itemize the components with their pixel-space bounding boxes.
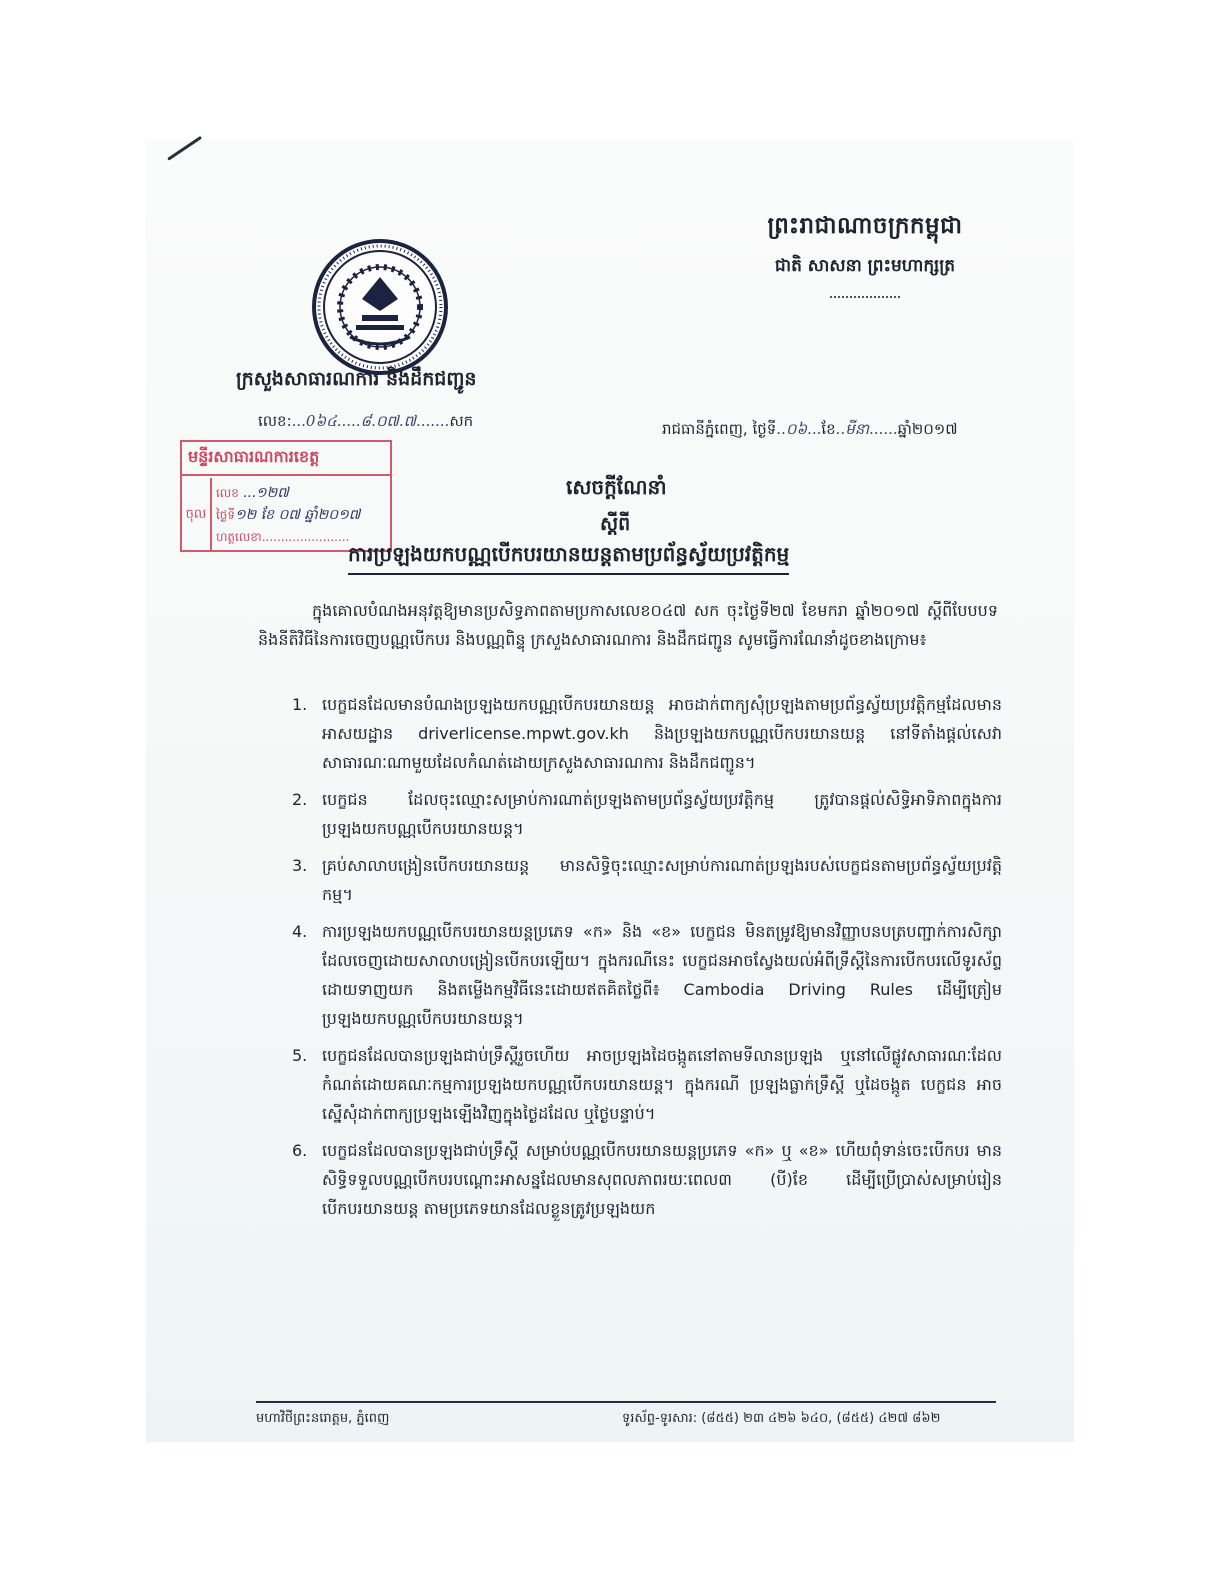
day-handwritten: ..០៦... bbox=[776, 420, 822, 438]
item-text: គ្រប់សាលាបង្រៀនបើកបរយានយន្ត មានសិទ្ធិចុះឈ្មោះសម្រាប់ការណាត់ប្រឡងរបស់បេក្ខជនតាមប្រព័ន្ធស្វ័យប្រវត្តិកម្ម។ bbox=[322, 856, 1002, 904]
intro-paragraph: ក្នុងគោលបំណងអនុវត្តឱ្យមានប្រសិទ្ធភាពតាមប្រកាសលេខ០៤៧ សក ចុះថ្ងៃទី២៧ ខែមករា ឆ្នាំ២០១៧ ស្តីពីបែបបទ និងនីតិវិធីនៃការចេញបណ្ណបើកបរ និងបណ្ណពិន្ទុ ក្រសួងសាធារណការ និងដឹកជញ្ជូន សូមធ្វើការណែនាំដូចខាងក្រោម៖ bbox=[258, 601, 998, 649]
item-text: បេក្ខជនដែលបានប្រឡងជាប់ទ្រឹស្តី សម្រាប់បណ្ណបើកបរយានយន្តប្រភេទ «ក» ឬ «ខ» ហើយពុំទាន់ចេះបើកបរ មានសិទ្ធិទទួលបណ្ណបើកបរបណ្តោះអាសន្នដែលមានសុពលភាពរយៈពេល៣ (បី)ខែ ដើម្បីប្រើប្រាស់សម្រាប់រៀនបើកបរយានយន្ត តាមប្រភេទយានដែលខ្លួនត្រូវប្រឡងយក bbox=[322, 1141, 1002, 1218]
footer-divider bbox=[256, 1401, 996, 1403]
ref-handwritten: ...0៦៤.....៨.០៧.៧....... bbox=[291, 412, 450, 430]
stamp-fields bbox=[216, 482, 360, 548]
item-text: បេក្ខជនដែលបានប្រឡងជាប់ទ្រឹស្តីរួចហើយ អាចប្រឡងដៃចង្កូតនៅតាមទីលានប្រឡង ឬនៅលើផ្លូវសាធារណៈដែលកំណត់ដោយគណៈកម្មការប្រឡងយកបណ្ណបើកបរយានយន្ត។ ក្នុងករណី ប្រឡងធ្លាក់ទ្រឹស្តី ឬដៃចង្កូត បេក្ខជន អាចស្នើសុំដាក់ពាក្យប្រឡងឡើងវិញក្នុងថ្ងៃដដែល ឬថ្ងៃបន្ទាប់។ bbox=[322, 1046, 1002, 1123]
stamp-date-line bbox=[216, 504, 360, 526]
place-date-prefix: រាជធានីភ្នំពេញ, ថ្ងៃទី bbox=[662, 420, 777, 438]
item-number: 4. bbox=[292, 922, 308, 941]
month-prefix: ខែ bbox=[821, 420, 836, 438]
list-item bbox=[292, 785, 1002, 843]
item-text: ការប្រឡងយកបណ្ណបើកបរយានយន្តប្រភេទ «ក» និង «ខ» បេក្ខជន មិនតម្រូវឱ្យមានវិញ្ញាបនបត្របញ្ជាក់ការសិក្សាដែលចេញដោយសាលាបង្រៀនបើកបរឡើយ។ ក្នុងករណីនេះ បេក្ខជនអាចស្វែងយល់អំពីទ្រឹស្តីនៃការបើកបរលើទូរស័ព្ទ ដោយទាញយក និងតម្លើងកម្មវិធីនេះដោយឥតគិតថ្លៃពី៖ Cambodia Driving Rules ដើម្បីត្រៀមប្រឡងយកបណ្ណបើកបរយានយន្ត។ bbox=[322, 922, 1002, 1028]
kingdom-title: ព្រះរាជាណាចក្រកម្ពុជា bbox=[767, 213, 963, 239]
stamp-number-line bbox=[216, 482, 360, 504]
item-number: 3. bbox=[292, 856, 308, 875]
item-number: 1. bbox=[292, 695, 308, 714]
reference-number bbox=[258, 412, 473, 434]
list-item bbox=[292, 1041, 1002, 1128]
kingdom-header bbox=[700, 212, 1030, 298]
year-text: ឆ្នាំ២០១៧ bbox=[897, 420, 958, 438]
item-number: 5. bbox=[292, 1046, 308, 1065]
document-subject: ការប្រឡងយកបណ្ណបើកបរយានយន្តតាមប្រព័ន្ធស្វ័យប្រវត្តិកម្ម bbox=[348, 541, 789, 575]
instruction-list bbox=[292, 690, 1002, 1231]
ref-suffix: សក bbox=[449, 412, 474, 430]
list-item bbox=[292, 851, 1002, 909]
footer-address: មហាវិថីព្រះនរោត្តម, ភ្នំពេញ bbox=[256, 1411, 390, 1426]
stamp-number-label: លេខ bbox=[216, 486, 239, 500]
stamp-side-label: ចុល bbox=[182, 478, 212, 552]
stamp-number-value: ...១២៧ bbox=[242, 485, 289, 501]
stamp-title: មន្ទីរសាធារណការខេត្ត bbox=[182, 442, 390, 476]
ref-prefix: លេខ: bbox=[258, 412, 292, 430]
stamp-signature-line: ហត្ថលេខា....................... bbox=[216, 530, 350, 544]
ministry-seal-icon bbox=[310, 237, 450, 377]
list-item bbox=[292, 690, 1002, 777]
stamp-date-value: ១២ ខែ ០៧ ឆ្នាំ២០១៧ bbox=[235, 507, 361, 523]
document-type: សេចក្តីណែនាំ bbox=[566, 475, 667, 499]
item-number: 6. bbox=[292, 1141, 308, 1160]
received-stamp bbox=[180, 440, 392, 552]
item-number: 2. bbox=[292, 790, 308, 809]
item-text: បេក្ខជន ដែលចុះឈ្មោះសម្រាប់ការណាត់ប្រឡងតាមប្រព័ន្ធស្វ័យប្រវត្តិកម្ម ត្រូវបានផ្តល់សិទ្ធិអាទិភាពក្នុងការប្រឡងយកបណ្ណបើកបរយានយន្ត។ bbox=[322, 790, 1002, 838]
document-about: ស្តីពី bbox=[600, 513, 631, 535]
list-item bbox=[292, 917, 1002, 1033]
stamp-date-label: ថ្ងៃទី bbox=[216, 508, 236, 522]
footer-phone: ទូរស័ព្ទ-ទូរសារ: (៨៥៥) ២៣ ៤២៦ ៦៤០, (៨៥៥) ៤២៧ ៨៦២ bbox=[622, 1411, 941, 1426]
place-date bbox=[662, 420, 958, 442]
ornament-divider bbox=[830, 296, 900, 298]
list-item bbox=[292, 1136, 1002, 1223]
month-handwritten: ..មីនា...... bbox=[835, 420, 898, 438]
kingdom-motto: ជាតិ សាសនា ព្រះមហាក្សត្រ bbox=[774, 256, 956, 276]
ministry-name: ក្រសួងសាធារណការ និងដឹកជញ្ជូន bbox=[236, 368, 477, 390]
item-text: បេក្ខជនដែលមានបំណងប្រឡងយកបណ្ណបើកបរយានយន្ត អាចដាក់ពាក្យសុំប្រឡងតាមប្រព័ន្ធស្វ័យប្រវត្តិកម្មដែលមានអាសយដ្ឋាន driverlicense.mpwt.gov.kh និងប្រឡងយកបណ្ណបើកបរយានយន្ត នៅទីតាំងផ្តល់សេវាសាធារណៈណាមួយដែលកំណត់ដោយក្រសួងសាធារណការ និងដឹកជញ្ជូន។ bbox=[322, 695, 1002, 772]
